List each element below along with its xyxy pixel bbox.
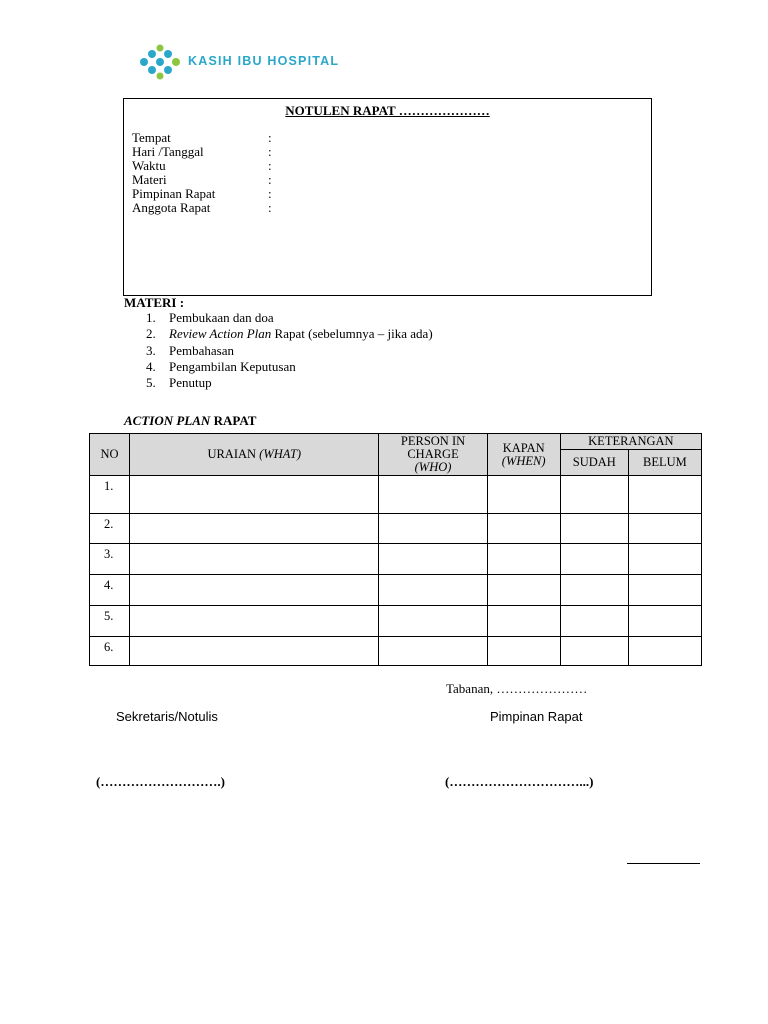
row-number: 4. — [90, 575, 130, 606]
cell-uraian[interactable] — [130, 606, 379, 637]
chair-signature-line: (…………………………...) — [445, 774, 594, 789]
logo-text: KASIH IBU HOSPITAL — [188, 54, 340, 68]
cell-sudah[interactable] — [560, 637, 628, 666]
field-waktu — [132, 159, 278, 173]
cell-kapan[interactable] — [487, 606, 560, 637]
field-label: Tempat — [132, 130, 171, 145]
action-plan-title — [124, 413, 256, 429]
cell-belum[interactable] — [628, 637, 701, 666]
cell-sudah[interactable] — [560, 606, 628, 637]
action-plan-table — [89, 433, 702, 666]
cell-uraian[interactable] — [130, 575, 379, 606]
row-number: 6. — [90, 637, 130, 666]
action-plan-title-rest: RAPAT — [210, 413, 257, 428]
cell-belum[interactable] — [628, 476, 701, 514]
cell-person[interactable] — [379, 476, 487, 514]
cell-kapan[interactable] — [487, 637, 560, 666]
field-anggota-rapat — [132, 201, 278, 215]
row-number: 1. — [90, 476, 130, 514]
table-row — [90, 544, 702, 575]
header-sudah: SUDAH — [560, 450, 628, 476]
materi-num: 4. — [146, 358, 156, 374]
materi-text: Pembukaan dan doa — [169, 310, 274, 325]
header-keterangan: KETERANGAN — [560, 434, 701, 450]
cell-sudah[interactable] — [560, 544, 628, 575]
cell-uraian[interactable] — [130, 637, 379, 666]
materi-num: 2. — [146, 326, 156, 342]
cell-sudah[interactable] — [560, 575, 628, 606]
row-number: 2. — [90, 514, 130, 544]
cell-person[interactable] — [379, 514, 487, 544]
field-materi — [132, 173, 278, 187]
cell-uraian[interactable] — [130, 544, 379, 575]
materi-text: Penutup — [169, 375, 212, 391]
field-label: Pimpinan Rapat — [132, 186, 216, 201]
field-colon: : — [268, 130, 272, 145]
notulen-title: NOTULEN RAPAT ………………… — [285, 103, 490, 118]
materi-item — [146, 310, 433, 326]
cell-sudah[interactable] — [560, 514, 628, 544]
table-row — [90, 637, 702, 666]
chair-role: Pimpinan Rapat — [490, 709, 583, 724]
secretary-role: Sekretaris/Notulis — [116, 709, 218, 724]
cell-kapan[interactable] — [487, 575, 560, 606]
cell-belum[interactable] — [628, 544, 701, 575]
cell-sudah[interactable] — [560, 476, 628, 514]
field-colon: : — [268, 144, 272, 159]
footer-divider — [627, 863, 700, 864]
logo-mark-icon — [136, 44, 184, 80]
cell-person[interactable] — [379, 637, 487, 666]
materi-text: Pengambilan Keputusan — [169, 358, 296, 374]
field-colon: : — [268, 158, 272, 173]
field-hari-tanggal — [132, 145, 278, 159]
cell-kapan[interactable] — [487, 544, 560, 575]
materi-text: Pembahasan — [169, 342, 234, 358]
field-colon: : — [268, 186, 272, 201]
header-person-in-charge: PERSON IN CHARGE (WHO) — [379, 434, 487, 476]
place-date: Tabanan, ………………… — [446, 681, 588, 696]
cell-person[interactable] — [379, 575, 487, 606]
cell-kapan[interactable] — [487, 476, 560, 514]
materi-item — [146, 326, 433, 342]
materi-italic: Review Action Plan — [169, 326, 272, 342]
cell-belum[interactable] — [628, 575, 701, 606]
field-pimpinan-rapat — [132, 187, 278, 201]
cell-uraian[interactable] — [130, 514, 379, 544]
materi-num: 1. — [146, 310, 156, 325]
materi-list — [146, 310, 433, 391]
hospital-logo — [136, 44, 376, 80]
header-uraian: URAIAN (WHAT) — [130, 434, 379, 476]
materi-heading: MATERI : — [124, 295, 185, 310]
field-tempat — [132, 131, 278, 145]
field-label: Hari /Tanggal — [132, 144, 204, 159]
materi-item — [146, 343, 433, 359]
cell-belum[interactable] — [628, 514, 701, 544]
cell-kapan[interactable] — [487, 514, 560, 544]
field-label: Materi — [132, 172, 167, 187]
header-kapan: KAPAN (WHEN) — [487, 434, 560, 476]
field-label: Waktu — [132, 158, 166, 173]
header-belum: BELUM — [628, 450, 701, 476]
cell-person[interactable] — [379, 606, 487, 637]
row-number: 3. — [90, 544, 130, 575]
header-no: NO — [90, 434, 130, 476]
materi-text: Rapat (sebelumnya – jika ada) — [271, 326, 433, 342]
notulen-box — [123, 98, 652, 296]
materi-item — [146, 359, 433, 375]
field-label: Anggota Rapat — [132, 200, 211, 215]
cell-person[interactable] — [379, 544, 487, 575]
table-row — [90, 575, 702, 606]
table-row — [90, 514, 702, 544]
field-colon: : — [268, 172, 272, 187]
secretary-signature-line: (……………………….) — [96, 774, 225, 789]
cell-uraian[interactable] — [130, 476, 379, 514]
materi-num: 5. — [146, 375, 156, 391]
field-colon: : — [268, 200, 272, 215]
materi-item — [146, 375, 433, 391]
action-plan-title-italic: ACTION PLAN — [124, 413, 211, 428]
field-list — [132, 131, 278, 215]
materi-num: 3. — [146, 342, 156, 358]
cell-belum[interactable] — [628, 606, 701, 637]
table-row — [90, 476, 702, 514]
row-number: 5. — [90, 606, 130, 637]
table-row — [90, 606, 702, 637]
